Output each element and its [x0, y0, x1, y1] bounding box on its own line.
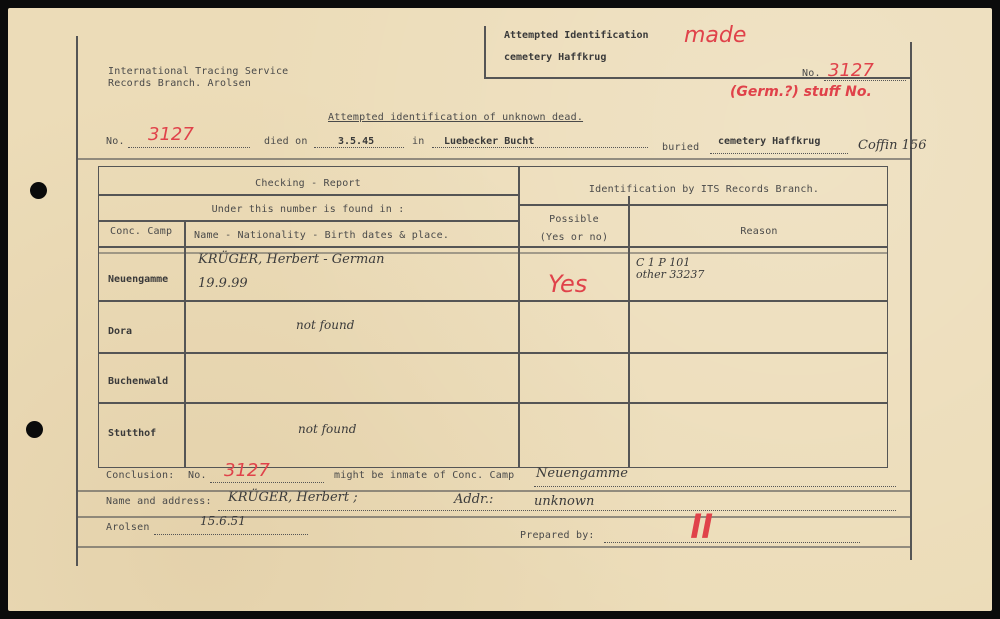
org-line-2: Records Branch. Arolsen [108, 78, 252, 89]
name-address-value: KRÜGER, Herbert ; [228, 490, 358, 505]
record-no-value: 3127 [148, 124, 194, 145]
addr-value: unknown [534, 494, 595, 509]
table-line-1 [98, 194, 518, 196]
conclusion-line-1 [76, 490, 911, 492]
row-1-reason-line1: C 1 P 101 [636, 256, 691, 269]
table-line-2r [518, 204, 888, 206]
left-table-subheader: Under this number is found in : [211, 204, 405, 215]
top-box-left-line [484, 26, 486, 78]
record-no-dots [128, 147, 250, 148]
signature: ll [690, 508, 712, 546]
table-center-divider [518, 166, 520, 468]
form-title: Attempted identification of unknown dead. [328, 112, 584, 123]
left-table-header: Checking - Report [255, 178, 361, 189]
place-label: Arolsen [106, 522, 150, 533]
row-2-entry: not found [296, 318, 355, 332]
left-margin-line [76, 36, 78, 566]
died-label: died on [264, 136, 308, 147]
col-name-header: Name - Nationality - Birth dates & place. [194, 230, 450, 241]
col-camp-header: Conc. Camp [110, 226, 173, 237]
table-line-3 [98, 246, 888, 248]
col-reason-header: Reason [740, 226, 778, 237]
right-margin-line [910, 42, 912, 560]
date-dots [154, 534, 308, 535]
punch-hole-top [30, 182, 47, 199]
germ-note: (Germ.?) stuff No. [730, 84, 872, 100]
conclusion-no-label: No. [188, 470, 207, 481]
header-no-label: No. [802, 68, 821, 79]
table-line-7 [98, 402, 888, 404]
conclusion-no-value: 3127 [224, 460, 270, 481]
row-4-entry: not found [298, 422, 357, 436]
buried-value: cemetery Haffkrug [718, 136, 821, 147]
addr-label: Addr.: [454, 492, 494, 507]
cemetery-line: cemetery Haffkrug [504, 52, 607, 63]
conclusion-label: Conclusion: [106, 470, 175, 481]
document-card [8, 8, 992, 611]
col-possible-header-2: (Yes or no) [539, 232, 609, 243]
row-1-camp: Neuengamme [108, 274, 169, 285]
conclusion-camp-dots [534, 486, 896, 487]
died-value: 3.5.45 [338, 136, 375, 147]
record-underline [76, 158, 911, 160]
row-1-possible: Yes [548, 270, 588, 298]
record-no-label: No. [106, 136, 125, 147]
punch-hole-bottom [26, 421, 43, 438]
name-address-label: Name and address: [106, 496, 212, 507]
row-1-reason-line2: other 33237 [636, 268, 705, 281]
in-dots [432, 147, 648, 148]
attempted-value: made [684, 23, 747, 48]
row-1-entry-line2: 19.9.99 [198, 276, 248, 291]
buried-label: buried [662, 142, 700, 153]
table-line-5 [98, 300, 888, 302]
died-dots [314, 147, 404, 148]
attempted-label: Attempted Identification [504, 30, 649, 41]
right-table-header: Identification by ITS Records Branch. [588, 184, 820, 195]
bottom-line [76, 546, 911, 548]
row-3-camp: Buchenwald [108, 376, 169, 387]
buried-dots [710, 153, 848, 154]
prepared-by-label: Prepared by: [520, 530, 595, 541]
table-line-2 [98, 220, 518, 222]
conclusion-no-dots [210, 482, 324, 483]
in-label: in [412, 136, 425, 147]
row-1-entry-line1: KRÜGER, Herbert - German [198, 252, 385, 267]
in-value: Luebecker Bucht [444, 136, 535, 147]
row-2-camp: Dora [108, 326, 133, 337]
row-4-camp: Stutthof [108, 428, 157, 439]
col-possible-header-1: Possible [549, 214, 599, 225]
org-line-1: International Tracing Service [108, 66, 289, 77]
coffin-note: Coffin 156 [858, 138, 927, 153]
header-no-value: 3127 [828, 60, 874, 81]
name-address-dots [218, 510, 896, 511]
date-value: 15.6.51 [200, 514, 246, 528]
might-be-text: might be inmate of Conc. Camp [334, 470, 515, 481]
prepared-by-dots [604, 542, 860, 543]
table-line-6 [98, 352, 888, 354]
camp-column-divider [184, 220, 186, 468]
conclusion-camp-value: Neuengamme [536, 466, 628, 481]
